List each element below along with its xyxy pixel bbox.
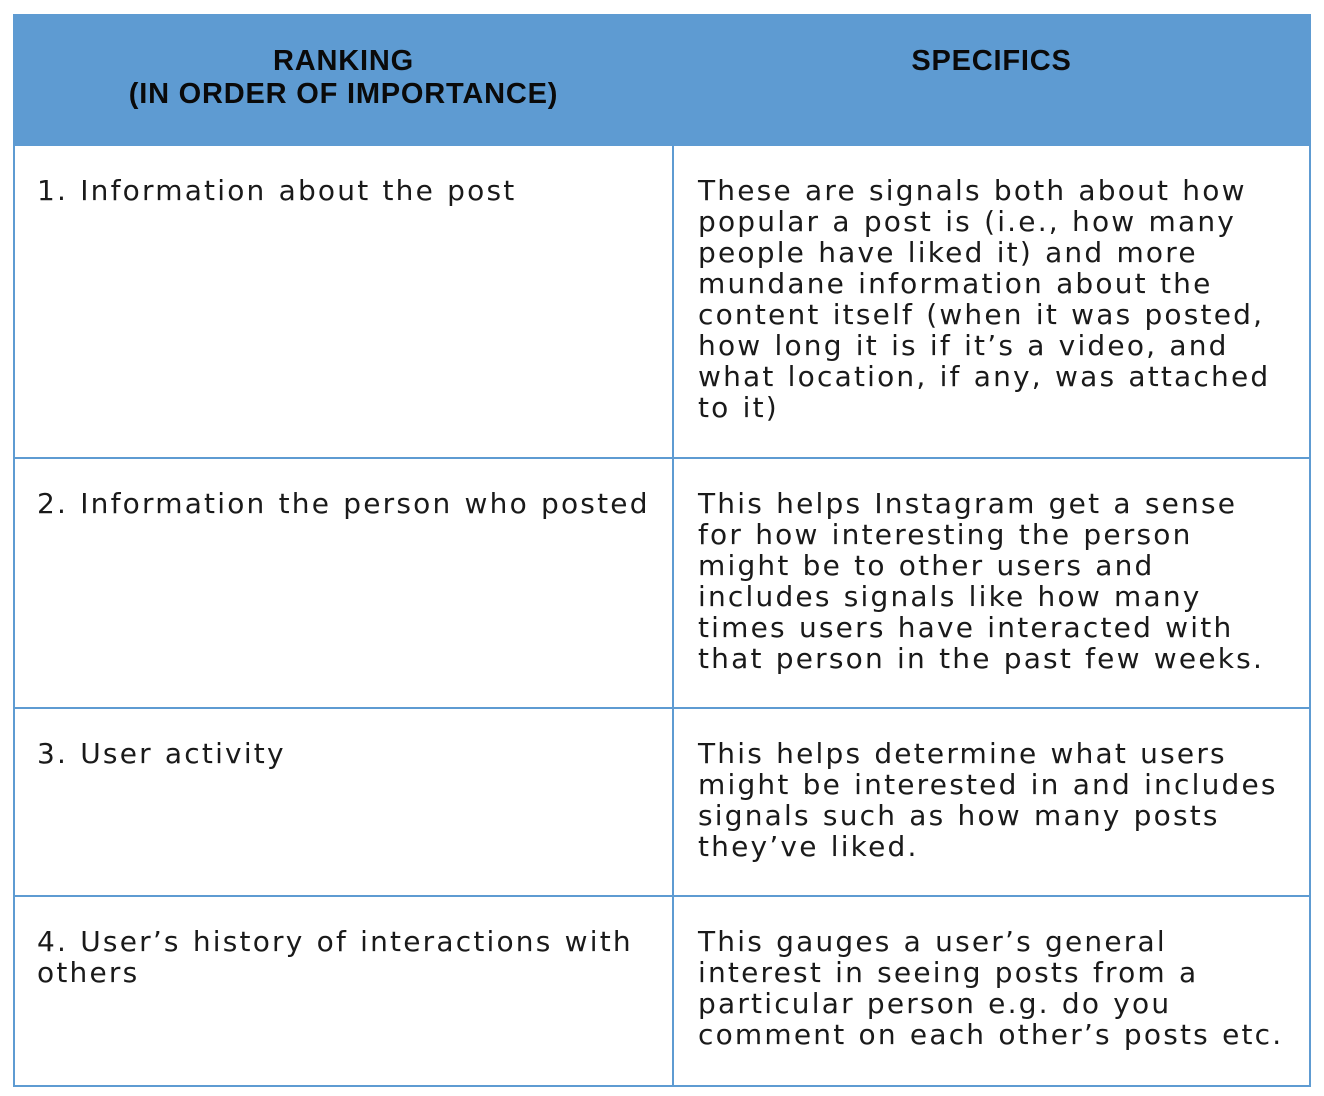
ranking-cell xyxy=(14,458,673,708)
table-row xyxy=(14,896,1310,1086)
header-specifics xyxy=(673,15,1310,145)
table-row xyxy=(14,708,1310,896)
specifics-text: These are signals both about how popular a post is (i.e., how many people have liked it) and more mundane information about the content itself (when it was posted, how long it is if it’s a video, and what location, if any, was attached to it) xyxy=(698,174,1271,424)
header-ranking-line1: RANKING xyxy=(273,45,414,77)
specifics-text: This helps Instagram get a sense for how interesting the person might be to other users and includes signals like how many times users have interacted with that person in the past few weeks. xyxy=(698,487,1265,675)
ranking-text: 4. User’s history of interactions with others xyxy=(37,925,633,989)
header-ranking xyxy=(14,15,673,145)
ranking-table-container xyxy=(13,14,1309,1087)
specifics-text: This gauges a user’s general interest in seeing posts from a particular person e.g. do you comment on each other’s posts etc. xyxy=(698,925,1284,1051)
ranking-table xyxy=(13,14,1311,1087)
specifics-cell xyxy=(673,896,1310,1086)
header-specifics-line1: SPECIFICS xyxy=(911,45,1072,77)
ranking-cell xyxy=(14,896,673,1086)
table-row xyxy=(14,458,1310,708)
table-header-row xyxy=(14,15,1310,145)
ranking-text: 1. Information about the post xyxy=(37,174,517,207)
ranking-cell xyxy=(14,708,673,896)
ranking-cell xyxy=(14,145,673,458)
ranking-text: 2. Information the person who posted xyxy=(37,487,650,520)
specifics-cell xyxy=(673,145,1310,458)
specifics-cell xyxy=(673,708,1310,896)
specifics-cell xyxy=(673,458,1310,708)
table-row xyxy=(14,145,1310,458)
header-ranking-line2: (IN ORDER OF IMPORTANCE) xyxy=(128,78,559,110)
ranking-text: 3. User activity xyxy=(37,737,286,770)
specifics-text: This helps determine what users might be interested in and includes signals such as how many posts they’ve liked. xyxy=(698,737,1278,863)
